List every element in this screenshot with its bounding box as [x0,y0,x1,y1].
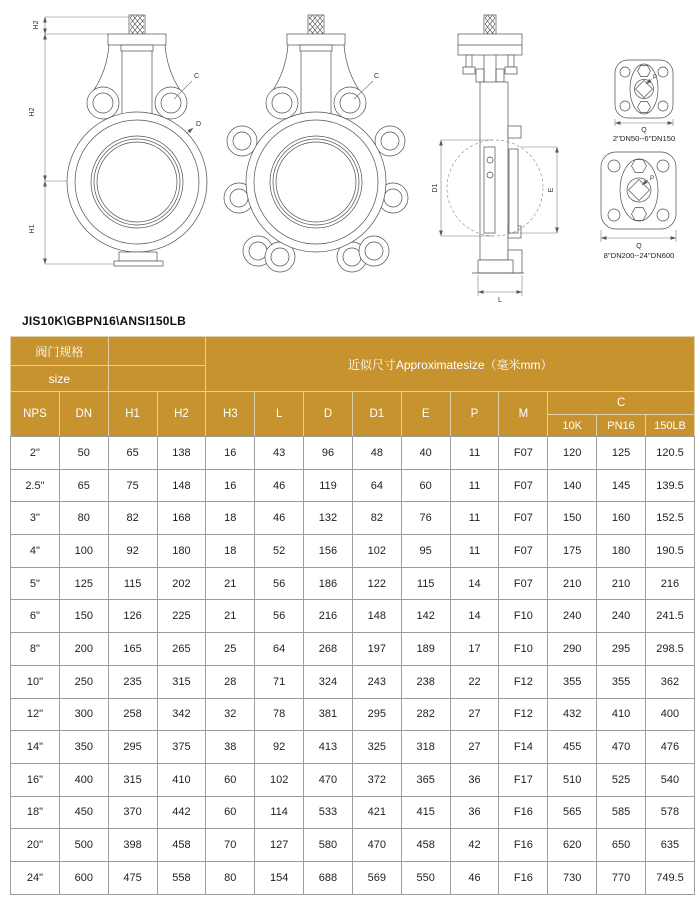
table-cell: 558 [157,861,206,894]
table-cell: 14 [450,567,499,600]
col-header-m: M [499,392,548,437]
dim-label-c: C [374,73,380,80]
table-cell: 370 [108,796,157,829]
table-cell: 240 [597,600,646,633]
col-header-pn16: PN16 [597,415,646,437]
table-cell: F10 [499,633,548,666]
table-row [11,600,695,633]
table-row [11,535,695,568]
pin-hole [487,172,493,178]
table-cell: 175 [548,535,597,568]
table-cell: 355 [597,665,646,698]
table-cell: 6" [11,600,60,633]
table-cell: 4" [11,535,60,568]
col-header-h2: H2 [157,392,206,437]
table-cell: 168 [157,502,206,535]
table-cell: 325 [352,731,401,764]
stem-hatch [485,16,495,36]
table-cell: 415 [401,796,450,829]
table-cell: 243 [352,665,401,698]
col-header-p: P [450,392,499,437]
table-cell: 258 [108,698,157,731]
table-cell: 27 [450,698,499,731]
neck-flare [94,45,109,90]
table-cell: 355 [548,665,597,698]
table-cell: 470 [304,763,353,796]
table-cell: 75 [108,469,157,502]
actuator-mount-plate [287,34,345,45]
table-cell: 76 [401,502,450,535]
table-cell: 620 [548,829,597,862]
table-cell: 100 [59,535,108,568]
dim-label-h2: H2 [29,107,36,117]
col-header-e: E [401,392,450,437]
table-cell: 365 [401,763,450,796]
table-cell: 475 [108,861,157,894]
table-cell: 126 [108,600,157,633]
table-cell: 56 [255,600,304,633]
table-cell: 165 [108,633,157,666]
table-cell: 120 [548,437,597,470]
table-cell: 120.5 [645,437,694,470]
table-cell: 102 [255,763,304,796]
neck-flare [165,45,180,90]
table-cell: 18" [11,796,60,829]
table-cell: F07 [499,567,548,600]
table-cell: 580 [304,829,353,862]
bottom-base [114,261,163,266]
table-cell: 36 [450,796,499,829]
table-cell: 65 [108,437,157,470]
table-cell: 180 [157,535,206,568]
table-cell: 8" [11,633,60,666]
ear-hole [161,93,181,113]
bolt-hole [608,160,620,172]
table-cell: 202 [157,567,206,600]
actuator-mount-plate [108,34,166,45]
table-cell: 22 [450,665,499,698]
table-cell: 52 [255,535,304,568]
table-cell: 413 [304,731,353,764]
table-cell: 2" [11,437,60,470]
drawing-wafer-valve [29,15,207,266]
table-cell: 470 [597,731,646,764]
table-cell: 38 [206,731,255,764]
hex-nut [638,65,651,76]
header-approx-size: 近似尺寸Approximatesize（毫米mm） [206,337,695,392]
table-row [11,665,695,698]
table-cell: 145 [597,469,646,502]
table-cell: 18 [206,535,255,568]
col-header-d1: D1 [352,392,401,437]
table-cell: 342 [157,698,206,731]
table-cell: 11 [450,535,499,568]
table-cell: 17 [450,633,499,666]
table-cell: 315 [157,665,206,698]
thread-section [476,69,484,82]
table-cell: 48 [352,437,401,470]
hex-nut [638,101,651,112]
table-cell: 458 [157,829,206,862]
table-cell: 14 [450,600,499,633]
table-cell: 28 [206,665,255,698]
table-cell: F07 [499,469,548,502]
table-cell: 240 [548,600,597,633]
spec-table-header [11,337,695,437]
col-header-h1: H1 [108,392,157,437]
col-header-nps: NPS [11,392,60,437]
table-cell: 60 [401,469,450,502]
bolt-nut [505,67,517,74]
header-valve-spec-cn: 阀门规格 [11,337,109,366]
ear-hole [93,93,113,113]
table-cell: 290 [548,633,597,666]
table-cell: 268 [304,633,353,666]
col-header-l: L [255,392,304,437]
table-cell: 770 [597,861,646,894]
table-cell: 46 [255,502,304,535]
table-cell: 216 [645,567,694,600]
table-cell: 125 [59,567,108,600]
table-cell: 400 [645,698,694,731]
table-cell: 295 [597,633,646,666]
table-cell: 2.5" [11,469,60,502]
col-header-10k: 10K [548,415,597,437]
table-cell: 650 [597,829,646,862]
drawing-side-view [432,15,557,304]
table-cell: 458 [401,829,450,862]
table-cell: 122 [352,567,401,600]
table-cell: 455 [548,731,597,764]
table-cell: 500 [59,829,108,862]
table-cell: 11 [450,437,499,470]
table-cell: 65 [59,469,108,502]
table-cell: 132 [304,502,353,535]
table-cell: 115 [401,567,450,600]
table-cell: 102 [352,535,401,568]
table-cell: 730 [548,861,597,894]
col-header-d: D [304,392,353,437]
table-cell: 470 [352,829,401,862]
table-cell: 95 [401,535,450,568]
table-cell: 64 [352,469,401,502]
table-cell: 375 [157,731,206,764]
table-cell: 150 [548,502,597,535]
col-header-dn: DN [59,392,108,437]
table-cell: 156 [304,535,353,568]
table-cell: 350 [59,731,108,764]
table-cell: 180 [597,535,646,568]
table-cell: 569 [352,861,401,894]
technical-drawings [0,0,700,312]
table-cell: F16 [499,796,548,829]
table-cell: 372 [352,763,401,796]
table-cell: F16 [499,861,548,894]
table-cell: 510 [548,763,597,796]
body-outer-ring [67,112,207,252]
dim-label-c: C [194,73,200,80]
table-cell: 410 [597,698,646,731]
table-cell: 295 [352,698,401,731]
bottom-tab [119,252,157,261]
spec-table-body [11,437,695,895]
table-cell: 119 [304,469,353,502]
dim-label-h1: H1 [29,224,36,234]
table-cell: 362 [645,665,694,698]
spec-table [10,336,695,895]
table-cell: 318 [401,731,450,764]
bolt-hole [658,67,668,77]
table-cell: 241.5 [645,600,694,633]
table-cell: 565 [548,796,597,829]
table-cell: 186 [304,567,353,600]
table-cell: 127 [255,829,304,862]
table-cell: F07 [499,535,548,568]
table-cell: 32 [206,698,255,731]
dim-label-d: D [196,121,202,128]
table-cell: 225 [157,600,206,633]
header-size-en: size [11,366,109,392]
table-cell: 16 [206,437,255,470]
table-cell: 80 [59,502,108,535]
table-cell: 11 [450,502,499,535]
table-row [11,861,695,894]
table-cell: 142 [401,600,450,633]
actuator-mount-plate [458,34,522,55]
table-row [11,502,695,535]
stem-hatch [309,16,323,36]
table-cell: 381 [304,698,353,731]
header-blank [108,366,206,392]
dim-label-p: P [650,176,655,182]
seat-step [508,126,521,138]
table-cell: 114 [255,796,304,829]
table-cell: 749.5 [645,861,694,894]
table-cell: 10" [11,665,60,698]
ear-hole [272,93,292,113]
table-cell: 189 [401,633,450,666]
table-cell: 152.5 [645,502,694,535]
table-cell: 476 [645,731,694,764]
table-cell: 20" [11,829,60,862]
flange-small-caption: 2''DN50--6''DN150 [612,134,676,143]
table-cell: 585 [597,796,646,829]
table-cell: 140 [548,469,597,502]
table-cell: 410 [157,763,206,796]
table-cell: 298.5 [645,633,694,666]
dim-label-e: E [548,187,555,193]
table-cell: 18 [206,502,255,535]
bolt-hole [620,101,630,111]
table-row [11,829,695,862]
table-cell: 250 [59,665,108,698]
pin-hole [487,157,493,163]
table-cell: 148 [352,600,401,633]
table-cell: 578 [645,796,694,829]
table-cell: 265 [157,633,206,666]
bolt-stud [508,55,514,67]
table-cell: 688 [304,861,353,894]
dim-label-q: Q [636,243,642,250]
table-cell: F17 [499,763,548,796]
table-row [11,633,695,666]
mount-step [121,45,153,51]
table-cell: 148 [157,469,206,502]
table-cell: 42 [450,829,499,862]
table-cell: 295 [108,731,157,764]
table-cell: 27 [450,731,499,764]
table-cell: 432 [548,698,597,731]
table-cell: 442 [157,796,206,829]
table-cell: F16 [499,829,548,862]
table-cell: 96 [304,437,353,470]
table-cell: F12 [499,665,548,698]
table-cell: 139.5 [645,469,694,502]
table-cell: 550 [401,861,450,894]
body-outer-ring [246,112,386,252]
dim-label-p: P [653,75,658,81]
table-cell: 282 [401,698,450,731]
table-cell: 138 [157,437,206,470]
header-blank [108,337,206,366]
table-cell: 300 [59,698,108,731]
table-cell: 25 [206,633,255,666]
table-cell: 92 [255,731,304,764]
table-row [11,796,695,829]
table-cell: 190.5 [645,535,694,568]
table-cell: 46 [255,469,304,502]
table-cell: 60 [206,763,255,796]
bottom-flange [478,260,513,273]
table-cell: 12" [11,698,60,731]
table-cell: 50 [59,437,108,470]
col-header-150lb: 150LB [645,415,694,437]
table-cell: 46 [450,861,499,894]
bolt-hole [657,160,669,172]
table-cell: 210 [548,567,597,600]
table-cell: 78 [255,698,304,731]
table-cell: 82 [108,502,157,535]
stem-hatch [130,16,144,36]
table-cell: 80 [206,861,255,894]
table-cell: 70 [206,829,255,862]
table-cell: 125 [597,437,646,470]
flange-large-caption: 8''DN200--24''DN600 [603,251,675,260]
neck-flare [273,45,288,90]
table-cell: 635 [645,829,694,862]
table-cell: 115 [108,567,157,600]
drawing-lug-valve [224,15,408,272]
table-cell: 150 [59,600,108,633]
table-cell: 600 [59,861,108,894]
table-cell: 398 [108,829,157,862]
table-cell: 154 [255,861,304,894]
table-cell: 24" [11,861,60,894]
table-cell: 324 [304,665,353,698]
table-cell: 36 [450,763,499,796]
thread-section [496,69,504,82]
table-row [11,469,695,502]
table-cell: F14 [499,731,548,764]
dim-label-l: L [498,297,502,304]
dim-label-q: Q [641,127,647,134]
dim-label-h2-top: H2 [33,20,40,30]
table-cell: 197 [352,633,401,666]
col-group-header-c: C [548,392,695,415]
bolt-hole [657,209,669,221]
table-cell: 21 [206,600,255,633]
table-cell: 400 [59,763,108,796]
table-cell: 540 [645,763,694,796]
table-cell: 160 [597,502,646,535]
table-cell: F07 [499,502,548,535]
mount-step [300,45,332,51]
table-cell: 525 [597,763,646,796]
table-cell: 16 [206,469,255,502]
table-cell: 43 [255,437,304,470]
table-row [11,567,695,600]
table-cell: 210 [597,567,646,600]
page-title: JIS10K\GBPN16\ANSI150LB [22,314,186,328]
bolt-hole [620,67,630,77]
table-cell: F12 [499,698,548,731]
table-cell: 14" [11,731,60,764]
bolt-nut [463,67,475,74]
table-cell: 16" [11,763,60,796]
table-cell: 315 [108,763,157,796]
table-cell: 21 [206,567,255,600]
table-cell: 421 [352,796,401,829]
neck-flare [344,45,359,90]
table-cell: 92 [108,535,157,568]
table-row [11,763,695,796]
table-cell: F10 [499,600,548,633]
bolt-hole [658,101,668,111]
table-row [11,698,695,731]
table-cell: 64 [255,633,304,666]
table-cell: 216 [304,600,353,633]
drawing-flange-large [601,152,676,260]
table-cell: 40 [401,437,450,470]
table-cell: 82 [352,502,401,535]
table-cell: 60 [206,796,255,829]
table-cell: 200 [59,633,108,666]
table-row [11,437,695,470]
table-cell: 238 [401,665,450,698]
bolt-stud [466,55,472,67]
table-cell: 11 [450,469,499,502]
table-cell: 235 [108,665,157,698]
table-cell: F07 [499,437,548,470]
table-cell: 5" [11,567,60,600]
disc-edge [509,149,518,233]
bolt-hole [608,209,620,221]
table-cell: 450 [59,796,108,829]
table-cell: 3" [11,502,60,535]
table-row [11,731,695,764]
table-cell: 56 [255,567,304,600]
col-header-h3: H3 [206,392,255,437]
table-cell: 533 [304,796,353,829]
table-cell: 71 [255,665,304,698]
drawing-flange-small [613,60,675,143]
dim-label-d1: D1 [432,183,439,193]
